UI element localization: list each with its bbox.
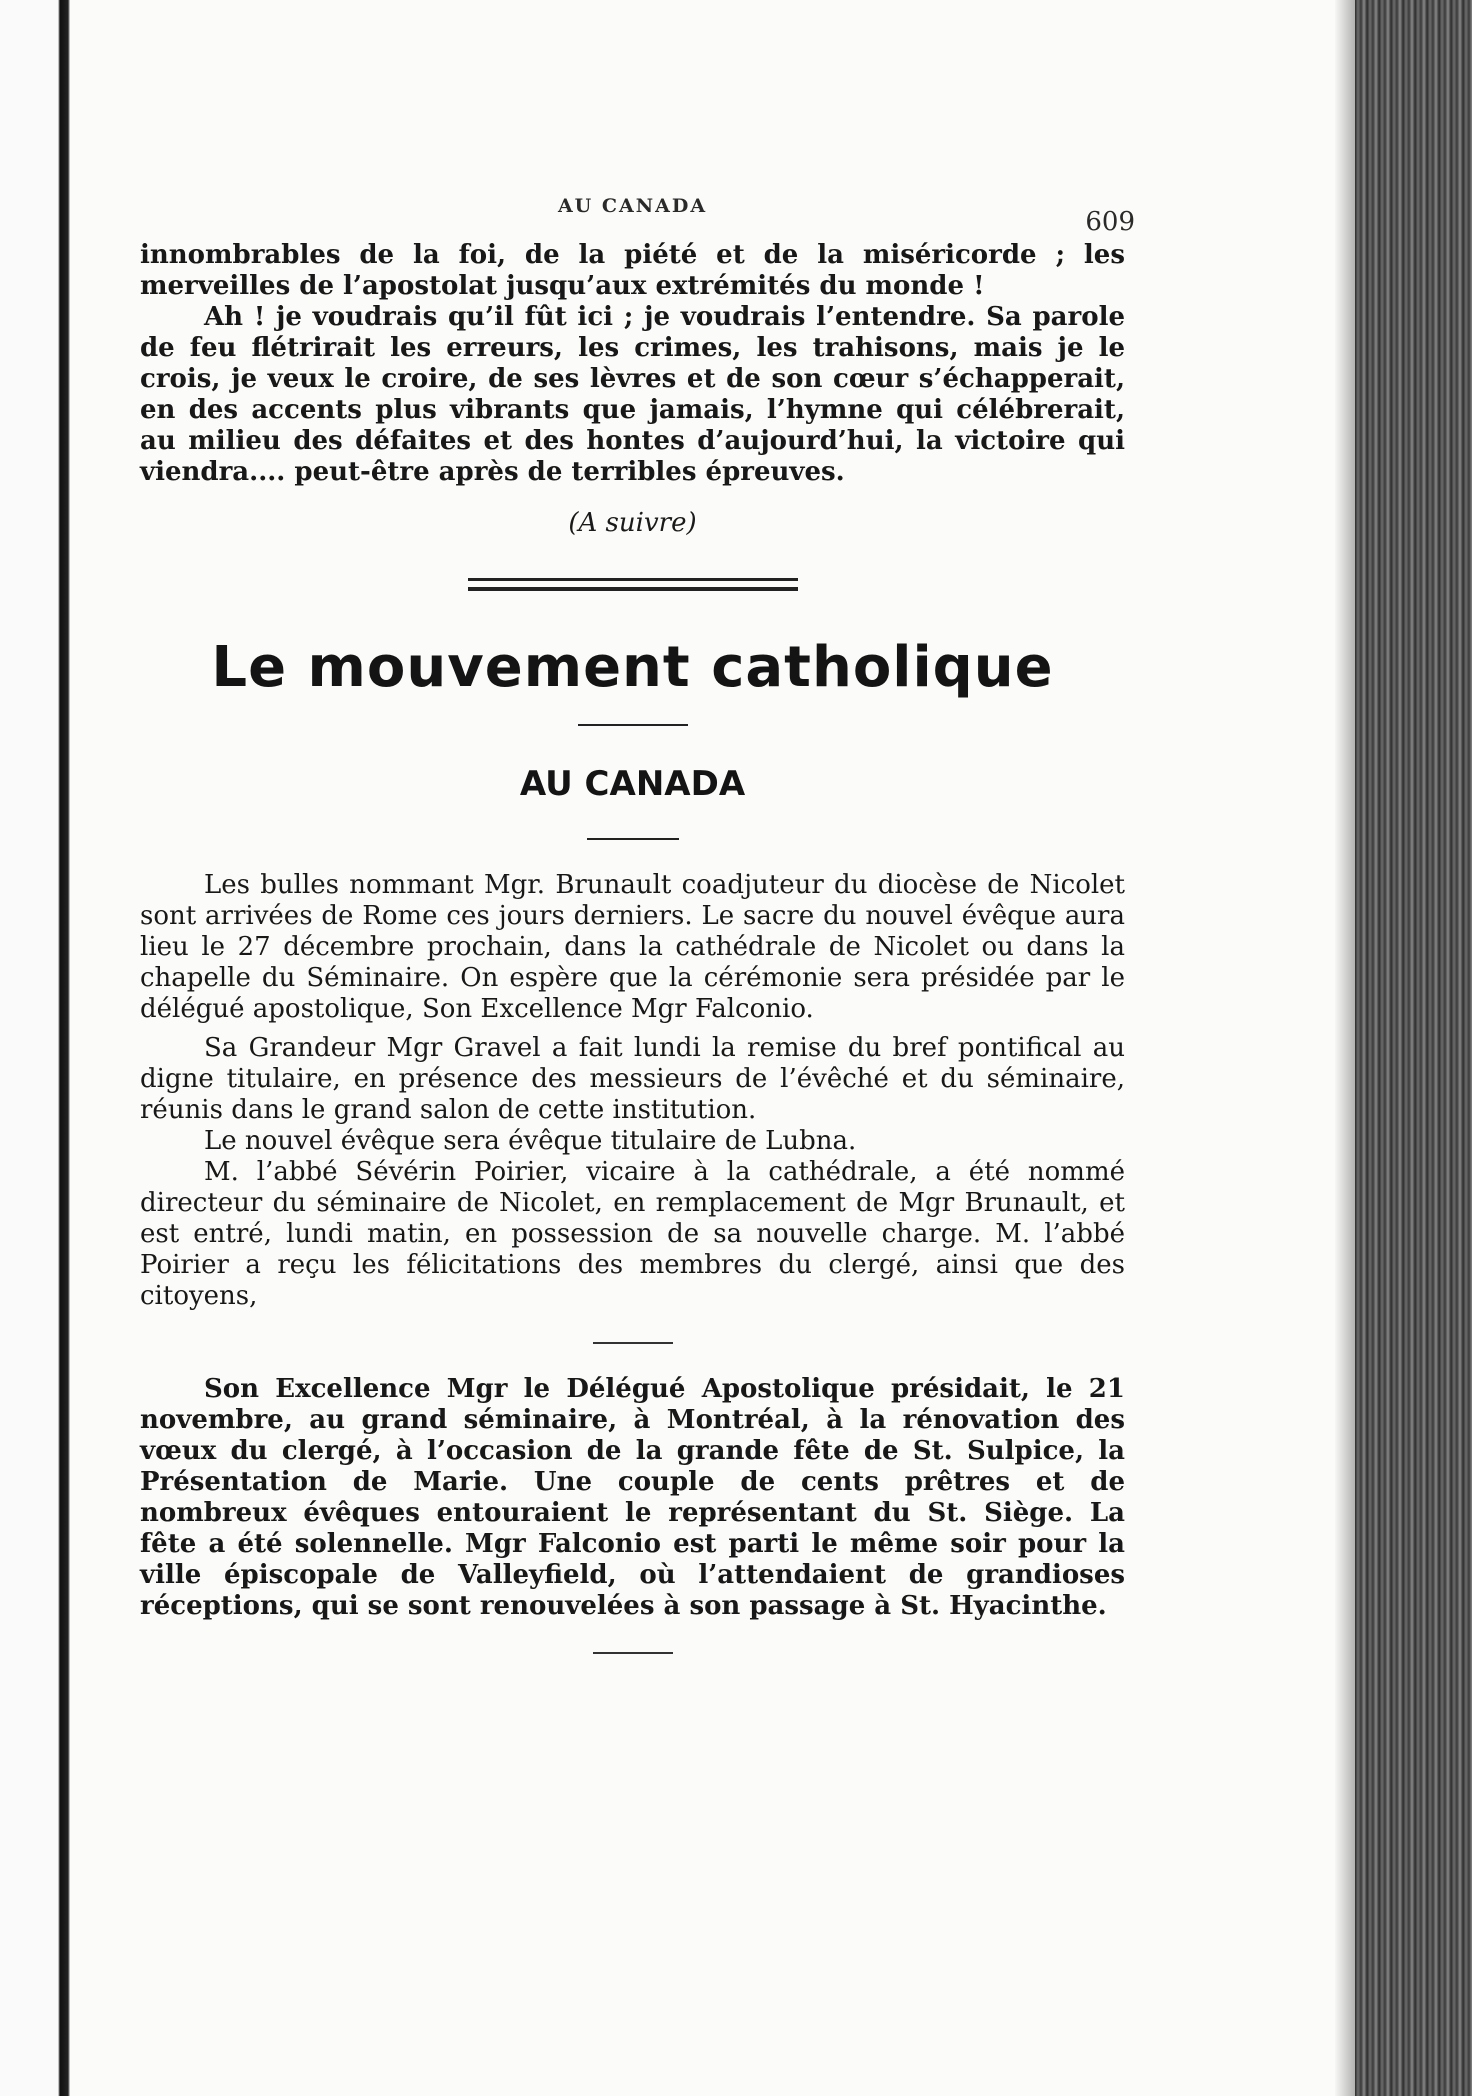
page-content bbox=[140, 195, 1135, 1654]
article-paragraph: Son Excellence Mgr le Délégué Apostolique présidait, le 21 novembre, au grand séminaire, à Montréal, à la rénovation des vœux du clergé, à l’occasion de la grande fête de St. Sulpice, la Présentation de Marie. Une couple de cents prêtres et de nombreux évêques entouraient le représentant du St. Siège. La fête a été solennelle. Mgr Falconio est parti le même soir pour la ville épiscopale de Valleyfield, où l’attendaient de grandioses réceptions, qui se sont renouvelées à son passage à St. Hyacinthe. bbox=[140, 1374, 1125, 1621]
page-number: 609 bbox=[1085, 207, 1135, 237]
article-paragraph: Sa Grandeur Mgr Gravel a fait lundi la remise du bref pontifical au digne titulaire, en présence des messieurs de l’évêché et du séminaire, réunis dans le grand salon de cette institution. bbox=[140, 1033, 1125, 1125]
to-be-continued: (A suivre) bbox=[568, 508, 697, 538]
left-page-gutter bbox=[0, 0, 70, 2096]
article-paragraph: Le nouvel évêque sera évêque titulaire de Lubna. bbox=[204, 1126, 857, 1156]
article-title: Le mouvement catholique bbox=[211, 635, 1054, 700]
running-title: AU CANADA bbox=[557, 195, 708, 217]
article-paragraph: M. l’abbé Sévérin Poirier, vicaire à la cathédrale, a été nommé directeur du séminaire de Nicolet, en remplacement de Mgr Brunault, et est entré, lundi matin, en possession de sa nouvelle charge. M. l’abbé Poirier a reçu les félicitations des membres du clergé, ainsi que des citoyens, bbox=[140, 1157, 1125, 1311]
title-rule bbox=[578, 724, 688, 726]
subtitle-rule bbox=[587, 838, 679, 840]
end-separator bbox=[593, 1652, 673, 1654]
book-page-edges bbox=[1355, 0, 1472, 2096]
article-body bbox=[140, 870, 1125, 1654]
running-head bbox=[140, 195, 1135, 240]
continued-paragraph-2: Ah ! je voudrais qu’il fût ici ; je voudrais l’entendre. Sa parole de feu flétrirait les erreurs, les crimes, les trahisons, mais je le crois, je veux le croire, de ses lèvres et de son cœur s’échapperait, en des accents plus vibrants que jamais, l’hymne qui célébrerait, au milieu des défaites et des hontes d’aujourd’hui, la victoire qui viendra.... peut-être après de terribles épreuves. bbox=[140, 302, 1125, 487]
section-divider bbox=[468, 578, 798, 591]
article-paragraph: Les bulles nommant Mgr. Brunault coadjuteur du diocèse de Nicolet sont arrivées de Rome ces jours derniers. Le sacre du nouvel évêque aura lieu le 27 décembre prochain, dans la cathédrale de Nicolet ou dans la chapelle du Séminaire. On espère que la cérémonie sera présidée par le délégué apostolique, Son Excellence Mgr Falconio. bbox=[140, 870, 1125, 1024]
article-subtitle: AU CANADA bbox=[519, 764, 746, 804]
continued-paragraph: innombrables de la foi, de la piété et de la miséricorde ; les merveilles de l’apostolat jusqu’aux extrémités du monde ! bbox=[140, 240, 1125, 301]
paragraph-separator bbox=[593, 1342, 673, 1344]
